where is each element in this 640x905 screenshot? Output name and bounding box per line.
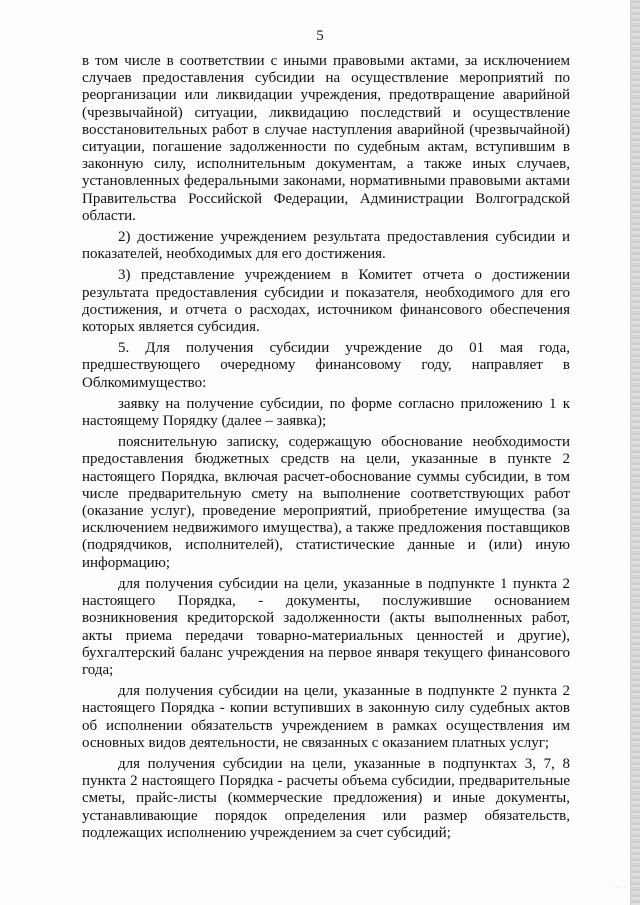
- paragraph-8: для получения субсидии на цели, указанные в подпункте 2 пункта 2 настоящего Порядка - копии вступивших в законную силу судебных актов об исполнении обязательств учреждением в рамках осуществления им основных видов деятельности, не связанных с оказанием платных услуг;: [82, 683, 570, 751]
- paragraph-9: для получения субсидии на цели, указанные в подпунктах 3, 7, 8 пункта 2 настоящего Порядка - расчеты объема субсидии, предварительные сметы, прайс-листы (коммерческие предложения) и иные документы, устанавливающие порядок определения или размер обязательств, подлежащих исполнению учреждением за счет субсидий;: [82, 755, 570, 841]
- paragraph-7: для получения субсидии на цели, указанные в подпункте 1 пункта 2 настоящего Порядка, - документы, послужившие основанием возникновения кредиторской задолженности (акты выполненных работ, акты приема передачи товарно-материальных ценностей и другие), бухгалтерский баланс учреждения на первое января текущего финансового года;: [82, 575, 570, 678]
- paragraph-3: 3) представление учреждением в Комитет отчета о достижении результата предоставления субсидии и показателя, необходимого для его достижения, и отчета о расходах, источником финансового обеспечения которых является субсидия.: [82, 267, 570, 336]
- page-number: 5: [316, 28, 324, 44]
- paragraph-5: заявку на получение субсидии, по форме согласно приложению 1 к настоящему Порядку (далее – заявка);: [82, 395, 570, 430]
- scan-edge-shadow: [631, 0, 640, 905]
- paragraph-2: 2) достижение учреждением результата предоставления субсидии и показателей, необходимых для его достижения.: [82, 229, 570, 263]
- paragraph-6: пояснительную записку, содержащую обоснование необходимости предоставления бюджетных средств на цели, указанные в пункте 2 настоящего Порядка, включая расчет-обоснование суммы субсидии, в том числе предварительную смету на выполнение соответствующих работ (оказание услуг), проведение мероприятий, приобретение имущества (за исключением недвижимого имущества), а также предложения поставщиков (подрядчиков, исполнителей), статистические данные и (или) иную информацию;: [82, 434, 570, 571]
- document-body: [82, 53, 570, 842]
- paragraph-1: в том числе в соответствии с иными правовыми актами, за исключением случаев предоставления субсидии на осуществление мероприятий по реорганизации или ликвидации учреждения, предотвращение аварийной (чрезвычайной) ситуации, ликвидацию последствий и осуществление восстановительных работ в случае наступления аварийной (чрезвычайной) ситуации, погашение задолженности по судебным актам, вступившим в законную силу, исполнительным документам, а также иных случаев, установленных федеральными законами, нормативными правовыми актами Правительства Российской Федерации, Администрации Волгоградской области.: [82, 53, 570, 224]
- paragraph-4: 5. Для получения субсидии учреждение до 01 мая года, предшествующего очередному финансовому году, направляет в Облкомимущество:: [82, 340, 570, 391]
- scan-footer-mark: · · · ·: [612, 886, 626, 891]
